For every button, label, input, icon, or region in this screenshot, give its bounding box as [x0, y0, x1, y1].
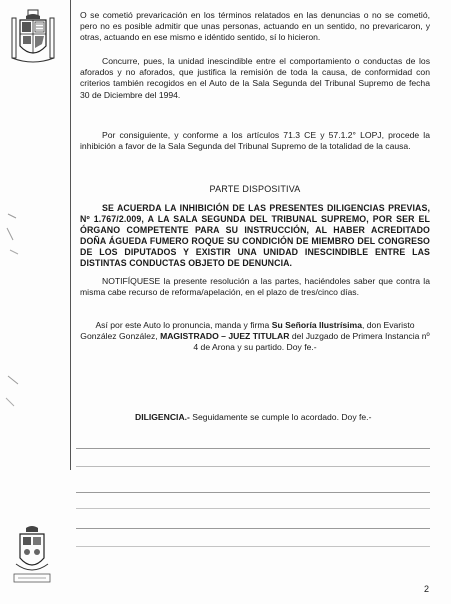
section-heading: PARTE DISPOSITIVA — [209, 184, 301, 194]
page-number: 2 — [423, 584, 429, 594]
divider-line — [76, 528, 430, 529]
diligencia-label: DILIGENCIA.- — [135, 412, 190, 422]
divider-line — [76, 508, 430, 509]
coat-of-arms-icon — [8, 8, 58, 66]
divider-line — [76, 466, 430, 467]
signature-role: MAGISTRADO – JUEZ TITULAR — [160, 331, 290, 342]
paragraph-inhibicion: Por consiguiente, y conforme a los artículos 71.3 CE y 57.1.2° LOPJ, procede la inhibición a favor de la Sala Segunda del Tribunal Supremo de la totalidad de la causa. — [80, 130, 430, 152]
signature-title: Su Señoría Ilustrísima — [271, 320, 362, 330]
diligencia-line — [135, 412, 371, 423]
scan-artifact — [4, 210, 24, 270]
signature-text: Así por este Auto lo pronuncia, manda y firma — [95, 320, 272, 330]
paragraph-prevaricacion: O se cometió prevaricación en los términos relatados en las denuncias o no se cometió, pero no es posible admitir que unas personas, actuando en un sentido, no prevaricaron, y otras, actuando en ese mismo e idéntido sentido, sí lo hicieron. — [80, 10, 430, 43]
signature-text: , don Evaristo González González, — [80, 320, 415, 342]
signature-text: del Juzgado de Primera Instancia nº 4 de Arona y su partido. Doy fe.- — [193, 331, 430, 353]
diligencia-text: Seguidamente se cumple lo acordado. Doy fe.- — [189, 412, 372, 422]
divider-line — [76, 448, 430, 449]
coat-of-arms-icon — [12, 524, 52, 586]
divider-line — [76, 492, 430, 493]
signature-paragraph — [80, 320, 430, 354]
divider-line — [76, 546, 430, 547]
margin-rule — [70, 0, 71, 470]
paragraph-notification: NOTIFÍQUESE la presente resolución a las partes, haciéndoles saber que contra la misma cabe recurso de reforma/apelación, en el plazo de tres/cinco días. — [80, 276, 430, 298]
paragraph-unidad-inescindible: Concurre, pues, la unidad inescindible entre el comportamiento o conductas de los aforados y no aforados, que justifica la remisión de toda la causa, de conformidad con criterios también recogidos en el Auto de la Sala Segunda del Tribunal Supremo de fecha 30 de Diciembre del 1994. — [80, 56, 430, 100]
scan-artifact — [4, 370, 24, 430]
decision-paragraph: SE ACUERDA LA INHIBICIÓN DE LAS PRESENTES DILIGENCIAS PREVIAS, Nº 1.767/2.009, A LA SALA SEGUNDA DEL TRIBUNAL SUPREMO, POR SER EL ÓRGANO COMPETENTE PARA SU INSTRUCCIÓN, AL HABER ACREDITADO DOÑA ÁGUEDA FUMERO ROQUE SU CONDICIÓN DE MIEMBRO DEL CONGRESO DE LOS DIPUTADOS Y EXISTIR UNA UNIDAD INESCINDIBLE ENTRE LAS DISTINTAS CONDUCTAS OBJETO DE DENUNCIA. — [80, 203, 430, 268]
